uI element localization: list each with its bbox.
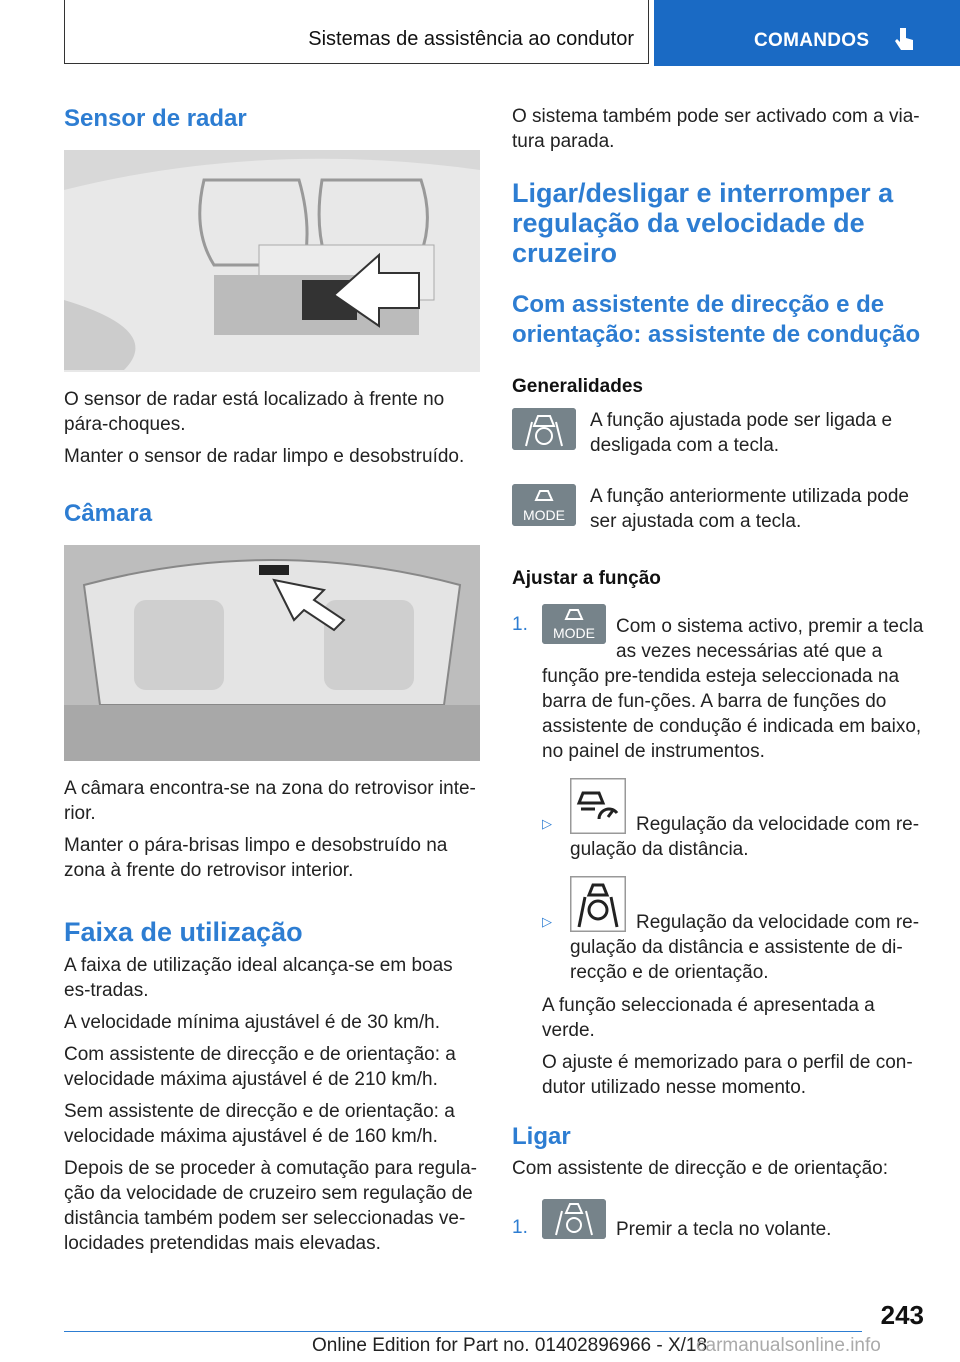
after-text-2: O ajuste é memorizado para o perfil de con-dutor utilizado nesse momento. bbox=[542, 1052, 913, 1098]
adjust-heading: Ajustar a função bbox=[512, 568, 661, 589]
range-heading: Faixa de utilização bbox=[64, 917, 303, 947]
general-text-2: A função anteriormente utilizada pode ser ajustada com a tecla. bbox=[590, 486, 909, 532]
range-text-5: Depois de se proceder à comutação para regula-ção da velocidade de cruzeiro sem regulação de distância também podem ser seleccionadas ve-locidades pretendidas mais elevadas. bbox=[64, 1158, 477, 1254]
triangle-bullet-icon: ▷ bbox=[542, 914, 552, 929]
range-text-3: Com assistente de direcção e de orientação: a velocidade máxima ajustável é de 210 km/h. bbox=[64, 1044, 456, 1090]
page-number: 243 bbox=[880, 1300, 924, 1330]
chapter-tab[interactable] bbox=[654, 0, 960, 66]
general-text-1: A função ajustada pode ser ligada e desligada com a tecla. bbox=[590, 410, 893, 456]
footer-divider bbox=[64, 1331, 862, 1332]
intro-text: O sistema também pode ser activado com a via-tura parada. bbox=[512, 106, 920, 152]
bullet-2 bbox=[512, 876, 926, 985]
camera-heading: Câmara bbox=[64, 500, 153, 527]
bullet-1 bbox=[512, 778, 926, 862]
ligar-step-1 bbox=[512, 1199, 926, 1242]
edition-text: Online Edition for Part no. 01402896966 - X/18 bbox=[312, 1335, 708, 1356]
pointing-hand-icon bbox=[894, 26, 916, 54]
ligar-heading: Ligar bbox=[512, 1123, 571, 1150]
driving-assistant-button-icon[interactable] bbox=[512, 408, 576, 450]
radar-sensor-image bbox=[64, 150, 480, 372]
mode-button-icon[interactable] bbox=[512, 484, 576, 526]
main-heading: Ligar/desligar e interromper a regulação da velocidade de cruzeiro bbox=[512, 178, 894, 268]
mode-label: MODE bbox=[553, 625, 595, 641]
ligar-text: Com assistente de direcção e de orientação: bbox=[512, 1158, 888, 1179]
chapter-tab-label: COMANDOS bbox=[754, 30, 870, 51]
step-1 bbox=[512, 604, 926, 764]
camera-image bbox=[64, 545, 480, 761]
speed-distance-control-icon bbox=[570, 778, 626, 834]
steering-assist-icon bbox=[570, 876, 626, 932]
general-heading: Generalidades bbox=[512, 376, 643, 397]
left-column bbox=[64, 100, 480, 1256]
sub-heading: Com assistente de direcção e de orientação: assistente de condução bbox=[512, 291, 921, 348]
general-item-1 bbox=[512, 408, 926, 458]
watermark: carmanualsonline.info bbox=[696, 1335, 881, 1356]
radar-heading: Sensor de radar bbox=[64, 105, 247, 132]
camera-text-2: Manter o pára-brisas limpo e desobstruído na zona à frente do retrovisor interior. bbox=[64, 835, 448, 881]
range-text-4: Sem assistente de direcção e de orientação: a velocidade máxima ajustável é de 160 km/h. bbox=[64, 1101, 455, 1147]
bullet-1-text: Regulação da velocidade com re-gulação da distância. bbox=[570, 814, 920, 860]
header-section-box bbox=[64, 0, 649, 64]
steering-wheel-button-icon[interactable] bbox=[542, 1199, 606, 1239]
step-1-number: 1. bbox=[512, 614, 528, 635]
bullet-2-text: Regulação da velocidade com re-gulação da distância e assistente de di-recção e de orientação. bbox=[570, 912, 920, 983]
mode-label: MODE bbox=[523, 507, 565, 523]
ligar-step-1-number: 1. bbox=[512, 1217, 528, 1238]
range-text-1: A faixa de utilização ideal alcança-se em boas es-tradas. bbox=[64, 955, 453, 1001]
after-text-1: A função seleccionada é apresentada a verde. bbox=[542, 995, 875, 1041]
section-title: Sistemas de assistência ao condutor bbox=[308, 28, 634, 50]
mode-button-icon[interactable] bbox=[542, 604, 606, 644]
camera-text-1: A câmara encontra-se na zona do retrovisor inte-rior. bbox=[64, 778, 476, 824]
step-1-text: MODE Com o sistema activo, premir a tecla as vezes necessárias até que a função pre-tendida esteja seleccionada na barra de fun-ções. A barra de funções do assistente de condução é indicada em baixo, no painel de instrumentos. bbox=[542, 604, 926, 764]
radar-text-2: Manter o sensor de radar limpo e desobstruído. bbox=[64, 446, 465, 467]
general-item-2 bbox=[512, 484, 926, 534]
radar-text-1: O sensor de radar está localizado à frente no pára-choques. bbox=[64, 389, 445, 435]
ligar-step-1-text: Premir a tecla no volante. bbox=[616, 1219, 832, 1240]
triangle-bullet-icon: ▷ bbox=[542, 816, 552, 831]
right-column bbox=[512, 100, 926, 1242]
range-text-2: A velocidade mínima ajustável é de 30 km/h. bbox=[64, 1012, 440, 1033]
